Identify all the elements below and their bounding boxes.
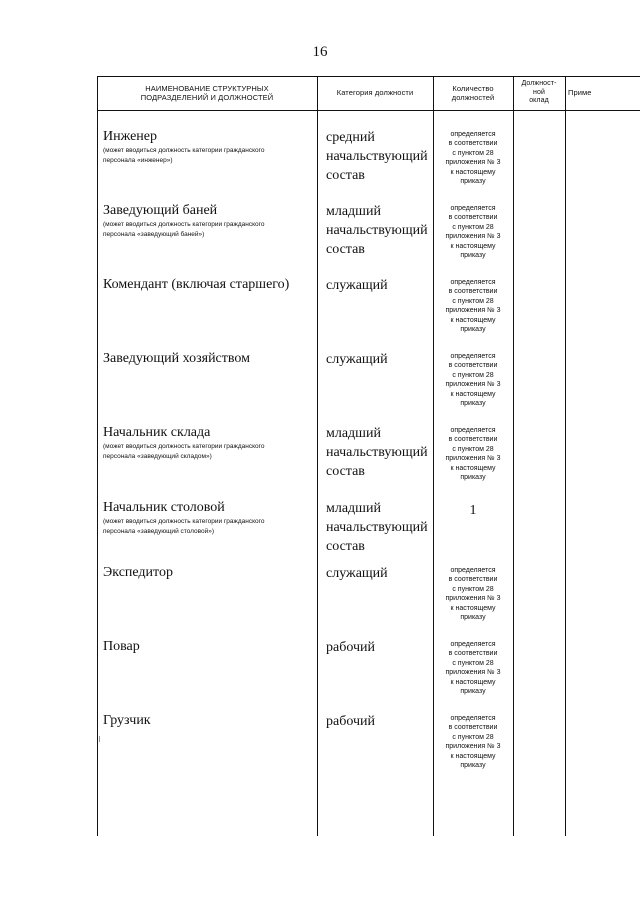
position-title: Повар — [103, 639, 140, 654]
category-line: рабочий — [326, 714, 375, 729]
header-note-label: Приме — [568, 88, 592, 98]
category-line: младший — [326, 501, 381, 516]
position-title: Грузчик — [103, 713, 151, 728]
quantity-line: определяется — [450, 715, 496, 722]
position-title: Заведующий баней — [103, 203, 218, 218]
position-cell — [103, 202, 313, 239]
quantity-line: приложения № 3 — [445, 381, 501, 389]
quantity-line: определяется — [450, 131, 496, 138]
category-cell — [326, 350, 434, 369]
position-cell — [103, 564, 313, 581]
quantity-line: с пунктом 28 — [452, 445, 494, 453]
quantity-line: с пунктом 28 — [452, 149, 494, 157]
quantity-line: к настоящему — [450, 752, 496, 760]
category-line: состав — [326, 242, 365, 257]
quantity-line: приказу — [460, 252, 486, 260]
position-note: персонала «заведующий складом») — [103, 453, 212, 460]
quantity-cell — [433, 278, 513, 334]
quantity-line: приказу — [460, 400, 486, 408]
quantity-line: приказу — [460, 762, 486, 770]
category-cell — [326, 202, 434, 259]
quantity-cell — [433, 352, 513, 408]
quantity-line: с пунктом 28 — [452, 585, 494, 593]
category-line: средний — [326, 130, 375, 145]
category-line: служащий — [326, 352, 388, 367]
quantity-cell — [433, 714, 513, 770]
position-title: Заведующий хозяйством — [103, 351, 250, 366]
position-note: персонала «заведующий баней») — [103, 231, 205, 238]
page-number: 16 — [312, 44, 328, 60]
quantity-line: к настоящему — [450, 316, 496, 324]
quantity-line: в соответствии — [448, 288, 498, 296]
quantity-line: определяется — [450, 641, 496, 648]
header-quantity-line1: Количество — [452, 83, 494, 93]
header-note — [565, 76, 640, 110]
header-name-line2: ПОДРАЗДЕЛЕНИЙ И ДОЛЖНОСТЕЙ — [140, 93, 274, 102]
quantity-cell — [433, 503, 513, 519]
quantity-line: к настоящему — [450, 168, 496, 176]
category-line: состав — [326, 539, 365, 554]
position-cell — [103, 276, 313, 293]
quantity-line: в соответствии — [448, 650, 498, 658]
position-title: Экспедитор — [103, 565, 173, 580]
position-cell — [103, 128, 313, 165]
quantity-line: с пунктом 28 — [452, 371, 494, 379]
quantity-line: приложения № 3 — [445, 455, 501, 463]
quantity-line: приказу — [460, 614, 486, 622]
quantity-line: с пунктом 28 — [452, 659, 494, 667]
header-bottom-rule — [97, 110, 640, 111]
header-quantity-line2: должностей — [451, 93, 495, 102]
quantity-line: в соответствии — [448, 576, 498, 584]
quantity-line: приказу — [460, 474, 486, 482]
header-salary — [513, 76, 565, 110]
category-line: рабочий — [326, 640, 375, 655]
category-cell — [326, 499, 434, 556]
category-line: начальствующий — [326, 149, 428, 164]
category-line: состав — [326, 464, 365, 479]
category-cell — [326, 564, 434, 583]
quantity-line: определяется — [450, 567, 496, 574]
category-cell — [326, 128, 434, 185]
quantity-line: приложения № 3 — [445, 307, 501, 315]
quantity-cell — [433, 640, 513, 696]
quantity-line: в соответствии — [448, 436, 498, 444]
quantity-cell — [433, 426, 513, 482]
quantity-line: приложения № 3 — [445, 743, 501, 751]
header-name-line1: НАИМЕНОВАНИЕ СТРУКТУРНЫХ — [145, 83, 269, 93]
quantity-line: в соответствии — [448, 724, 498, 732]
header-category — [317, 76, 433, 110]
category-line: младший — [326, 204, 381, 219]
quantity-line: в соответствии — [448, 362, 498, 370]
table-left-rule — [97, 76, 98, 836]
header-name — [97, 76, 317, 110]
position-title: Начальник склада — [103, 425, 211, 440]
quantity-cell — [433, 566, 513, 622]
quantity-line: определяется — [450, 353, 496, 360]
quantity-cell — [433, 204, 513, 260]
position-title: Начальник столовой — [103, 500, 225, 515]
position-note: (может вводиться должность категории гражданского — [103, 147, 265, 154]
quantity-line: с пунктом 28 — [452, 223, 494, 231]
position-note: (может вводиться должность категории гражданского — [103, 221, 265, 228]
header-salary-line2: ной — [533, 88, 545, 96]
position-cell — [103, 638, 313, 655]
margin-mark — [99, 736, 100, 742]
quantity-line: к настоящему — [450, 604, 496, 612]
position-note: (может вводиться должность категории гражданского — [103, 443, 265, 450]
col-divider-salary — [513, 76, 514, 836]
quantity-line: определяется — [450, 279, 496, 286]
category-line: начальствующий — [326, 520, 428, 535]
header-category-label: Категория должности — [336, 88, 414, 98]
category-line: младший — [326, 426, 381, 441]
quantity-line: к настоящему — [450, 242, 496, 250]
header-quantity — [433, 76, 513, 110]
quantity-line: приложения № 3 — [445, 669, 501, 677]
category-line: начальствующий — [326, 223, 428, 238]
quantity-line: к настоящему — [450, 678, 496, 686]
quantity-line: приказу — [460, 688, 486, 696]
position-note: персонала «инженер») — [103, 157, 173, 164]
quantity-line: приложения № 3 — [445, 595, 501, 603]
quantity-line: приложения № 3 — [445, 233, 501, 241]
quantity-line: к настоящему — [450, 464, 496, 472]
category-line: служащий — [326, 278, 388, 293]
position-title: Комендант (включая старшего) — [103, 277, 290, 292]
category-line: состав — [326, 168, 365, 183]
quantity-line: приказу — [460, 178, 486, 186]
position-title: Инженер — [103, 129, 158, 144]
category-cell — [326, 638, 434, 657]
quantity-line: определяется — [450, 427, 496, 434]
quantity-line: к настоящему — [450, 390, 496, 398]
quantity-cell — [433, 130, 513, 186]
category-line: служащий — [326, 566, 388, 581]
position-note: (может вводиться должность категории гражданского — [103, 518, 265, 525]
position-cell — [103, 499, 313, 536]
quantity-line: с пунктом 28 — [452, 297, 494, 305]
staff-table — [97, 76, 640, 836]
quantity-line: 1 — [469, 503, 477, 518]
quantity-line: приказу — [460, 326, 486, 334]
quantity-line: приложения № 3 — [445, 159, 501, 167]
position-cell — [103, 424, 313, 461]
header-salary-line1: Должност- — [521, 79, 557, 87]
category-cell — [326, 712, 434, 731]
category-line: начальствующий — [326, 445, 428, 460]
quantity-line: определяется — [450, 205, 496, 212]
quantity-line: с пунктом 28 — [452, 733, 494, 741]
quantity-line: в соответствии — [448, 140, 498, 148]
header-salary-line3: оклад — [529, 97, 549, 105]
position-note: персонала «заведующий столовой») — [103, 528, 215, 535]
position-cell — [103, 712, 313, 729]
col-divider-category — [317, 76, 318, 836]
position-cell — [103, 350, 313, 367]
quantity-line: в соответствии — [448, 214, 498, 222]
category-cell — [326, 424, 434, 481]
category-cell — [326, 276, 434, 295]
col-divider-note — [565, 76, 566, 836]
